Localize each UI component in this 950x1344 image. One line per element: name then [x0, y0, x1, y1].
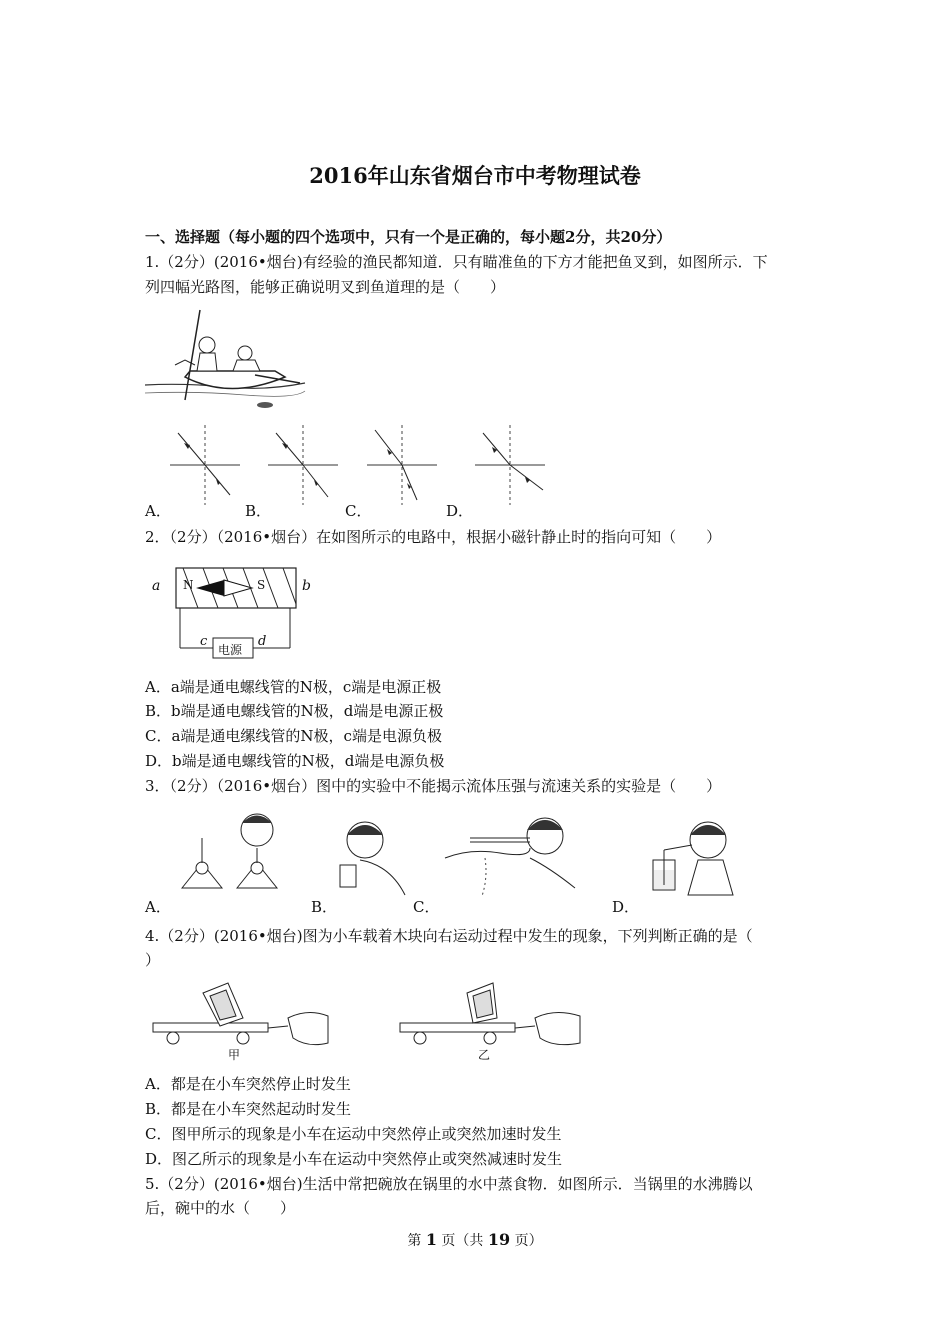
q4-stem-line2: ）	[145, 951, 161, 969]
q4-option-a: A．都是在小车突然停止时发生	[145, 1075, 351, 1093]
q5-stem-line2: 后，碗中的水（ ）	[145, 1199, 296, 1217]
q1-ray-diagram-b	[268, 425, 338, 505]
q1-ray-diagram-d	[475, 425, 545, 505]
q2-label-d: d	[258, 634, 267, 649]
section-heading: 一、选择题（每小题的四个选项中，只有一个是正确的，每小题2分，共20分）	[145, 228, 672, 246]
footer-suffix: 页）	[510, 1233, 543, 1249]
q3-label-a: A．	[145, 898, 171, 916]
footer-prefix: 第	[407, 1233, 426, 1249]
footer-total-pages: 19	[487, 1230, 511, 1249]
footer-middle: 页（共	[436, 1233, 488, 1249]
q3-figure-a-funnel-ball	[172, 808, 292, 898]
q3-label-b: B．	[311, 898, 338, 916]
q1-stem-line2: 列四幅光路图，能够正确说明叉到鱼道理的是（ ）	[145, 278, 506, 296]
q1-ray-diagram-a	[170, 425, 240, 505]
q1-ray-diagram-c	[367, 425, 437, 505]
q3-stem: 3．（2分）（2016•烟台）图中的实验中不能揭示流体压强与流速关系的实验是（ ）	[145, 777, 722, 795]
q3-figure-b-blowing-cup	[330, 810, 410, 898]
q4-caption-yi: 乙	[478, 1048, 491, 1062]
q4-option-c: C．图甲所示的现象是小车在运动中突然停止或突然加速时发生	[145, 1125, 562, 1143]
q2-option-b: B．b端是通电螺线管的N极，d端是电源正极	[145, 702, 444, 720]
q2-option-d: D．b端是通电螺线管的N极，d端是电源负极	[145, 752, 445, 770]
q2-label-s: S	[257, 578, 266, 592]
q2-stem: 2．（2分）（2016•烟台）在如图所示的电路中，根据小磁针静止时的指向可知（ ）	[145, 528, 722, 546]
q2-power-source-label: 电源	[218, 643, 243, 657]
q3-label-c: C．	[413, 898, 440, 916]
q3-figure-c-paper-strips	[440, 808, 580, 898]
q1-label-a: A．	[145, 502, 171, 520]
q4-option-b: B．都是在小车突然起动时发生	[145, 1100, 352, 1118]
q2-label-b: b	[302, 578, 311, 594]
q2-label-a: a	[152, 578, 161, 594]
q1-label-c: C．	[345, 502, 372, 520]
q1-label-d: D．	[446, 502, 474, 520]
q2-label-c: c	[200, 634, 208, 649]
q1-fishing-boat-figure	[145, 305, 310, 415]
q3-label-d: D．	[612, 898, 640, 916]
q2-option-c: C．a端是通电缧线管的N极，c端是电源负极	[145, 727, 442, 745]
q4-option-d: D．图乙所示的现象是小车在运动中突然停止或突然减速时发生	[145, 1150, 563, 1168]
q4-stem-line1: 4.（2分）(2016•烟台)图为小车载着木块向右运动过程中发生的现象，下列判断正确的是（	[145, 927, 753, 945]
footer-page-number: 1	[425, 1230, 437, 1249]
page-title: 2016年山东省烟台市中考物理试卷	[309, 163, 641, 188]
q4-caption-jia: 甲	[228, 1048, 241, 1062]
q5-stem-line1: 5.（2分）(2016•烟台)生活中常把碗放在锅里的水中蒸食物．如图所示．当锅里的水沸腾以	[145, 1175, 753, 1193]
page-footer	[0, 1230, 950, 1250]
q3-figure-d-straw-beaker	[648, 815, 743, 897]
q1-stem-line1: 1.（2分）(2016•烟台)有经验的渔民都知道．只有瞄准鱼的下方才能把鱼叉到，如图所示．下	[145, 253, 768, 271]
q1-label-b: B．	[245, 502, 272, 520]
q2-option-a: A．a端是通电螺线管的N极，c端是电源正极	[145, 678, 442, 696]
q4-cart-figure-jia	[148, 978, 333, 1068]
q2-label-n: N	[183, 578, 194, 592]
